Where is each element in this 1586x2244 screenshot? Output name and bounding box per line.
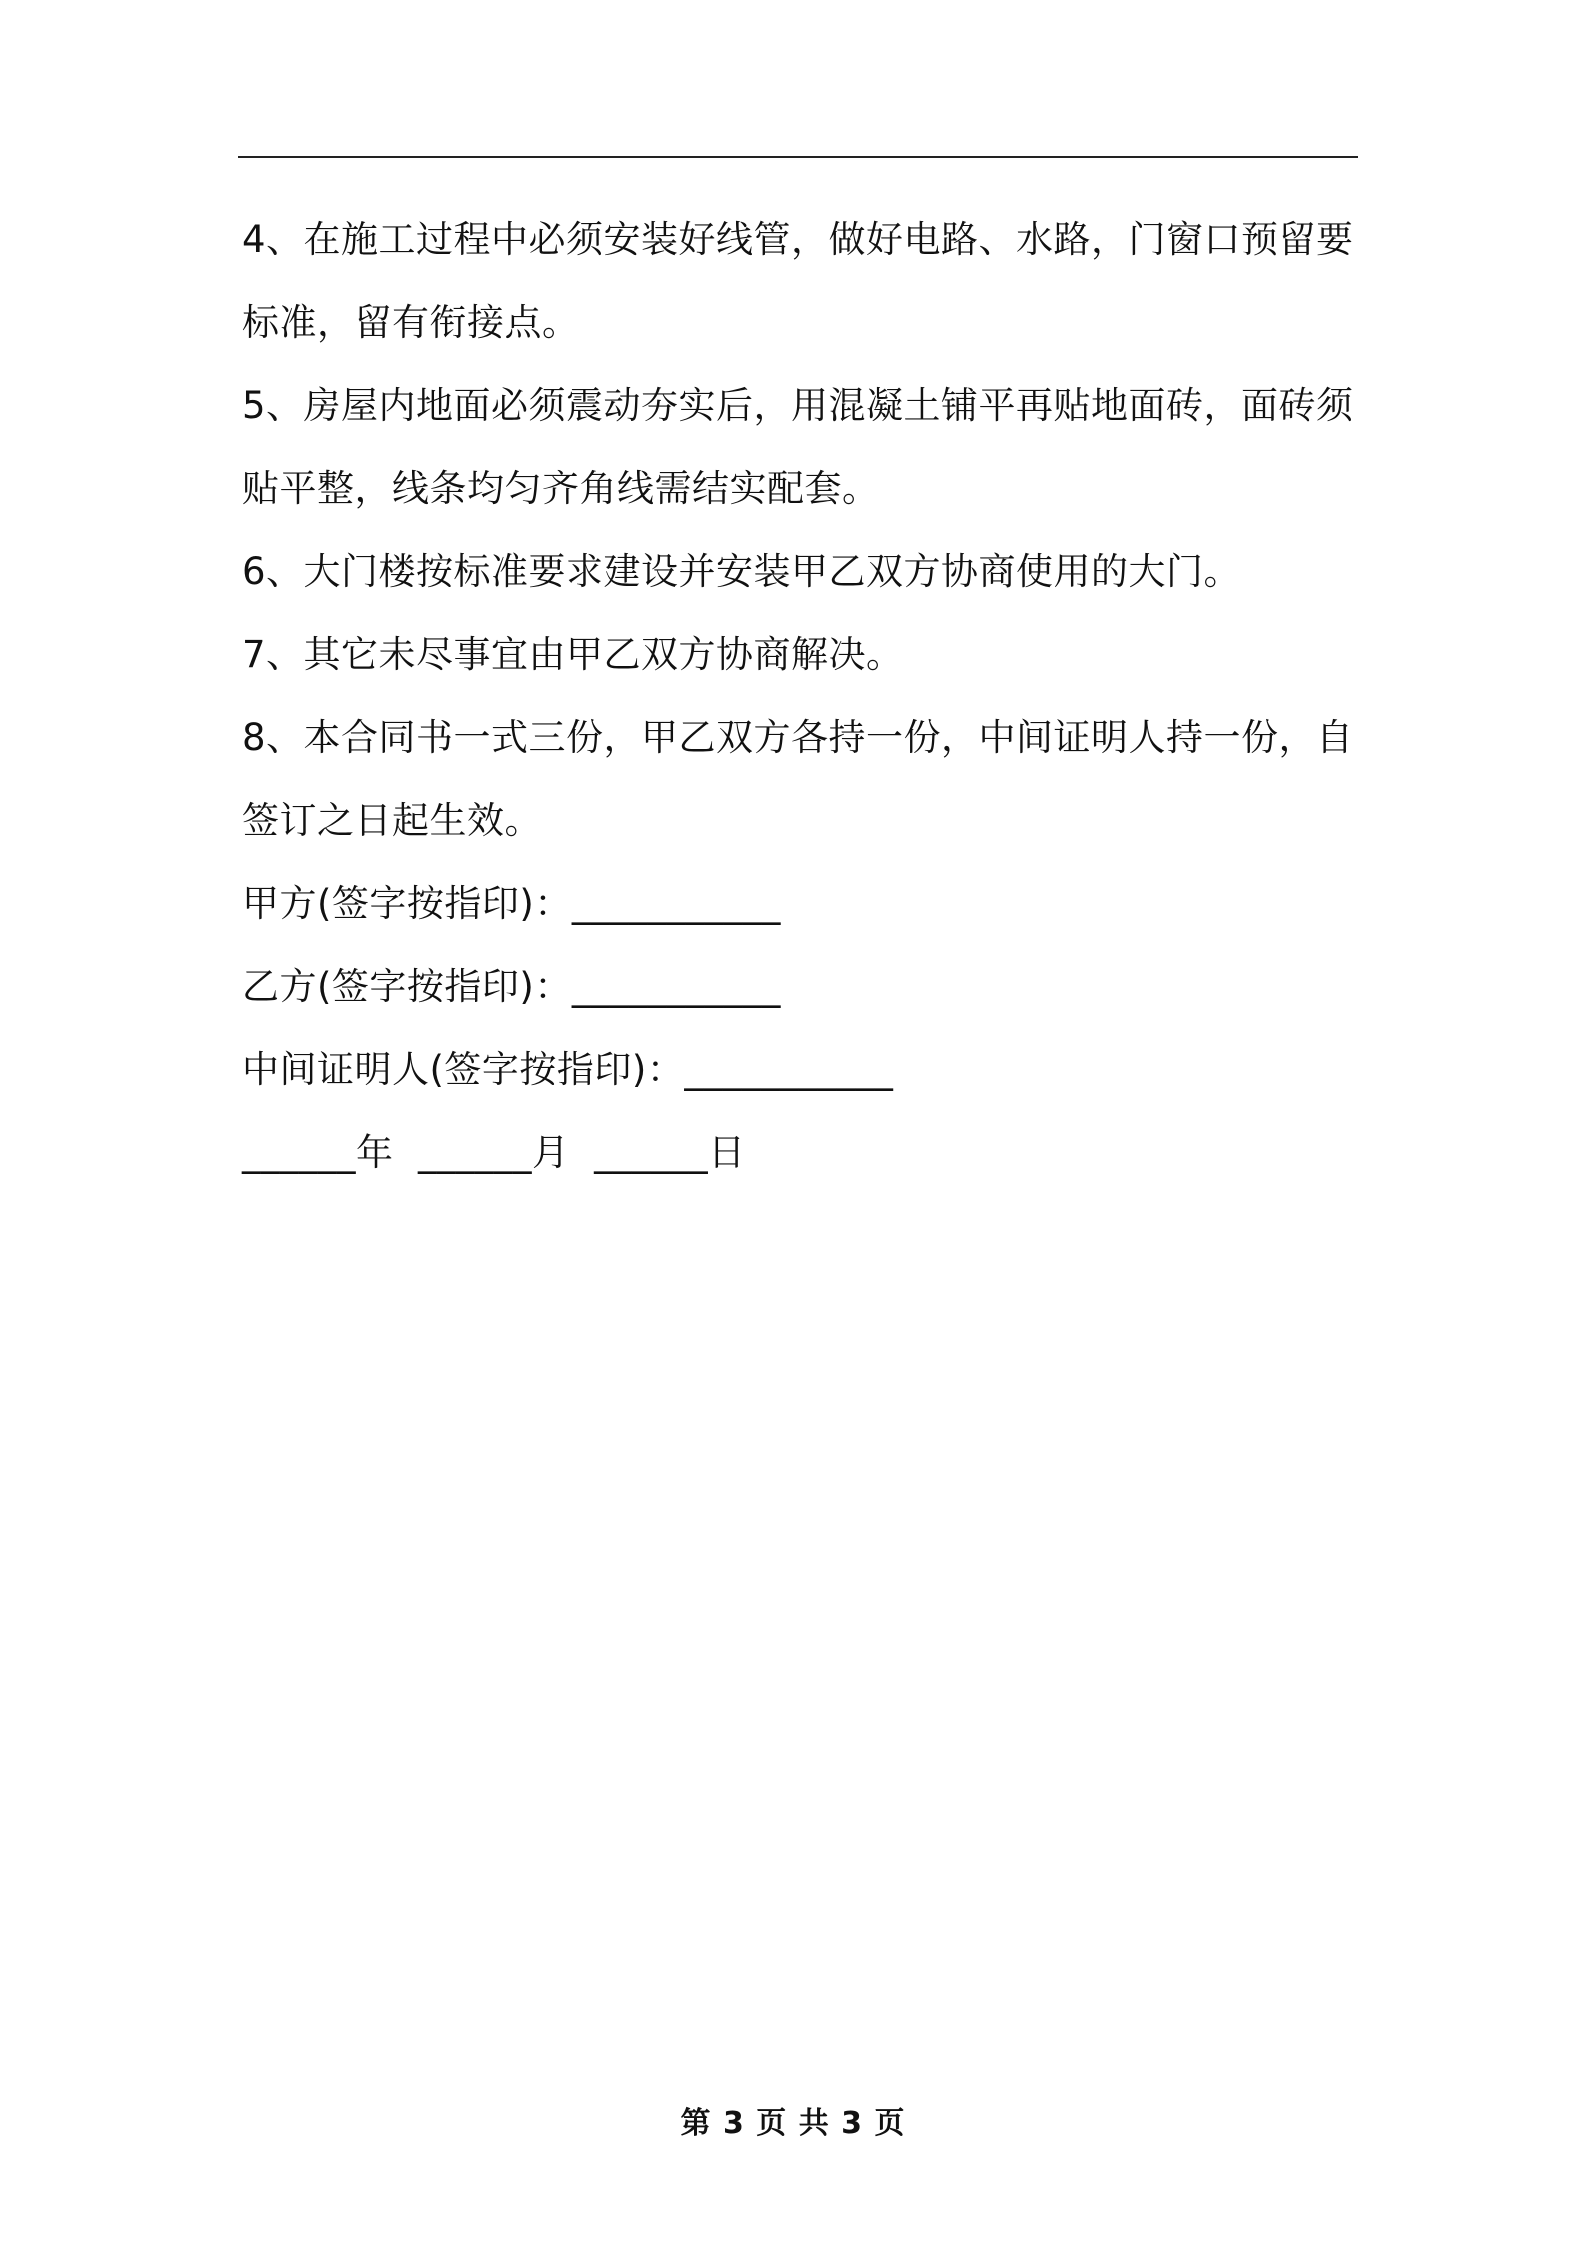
- year-label: 年: [356, 1131, 394, 1174]
- clause-4: 4、在施工过程中必须安装好线管，做好电路、水路，门窗口预留要标准，留有衔接点。: [242, 218, 1354, 344]
- year-blank: ______: [242, 1131, 356, 1174]
- clause-6: 6、大门楼按标准要求建设并安装甲乙双方协商使用的大门。: [242, 550, 1242, 593]
- party-a-signature-line: [242, 862, 1362, 945]
- header-rule: [238, 156, 1358, 158]
- party-a-label: 甲方(签字按指印)：: [242, 882, 572, 925]
- witness-signature-blank: ___________: [684, 1048, 894, 1091]
- party-b-signature-blank: ___________: [571, 965, 781, 1008]
- date-line: [242, 1111, 1362, 1194]
- party-b-label: 乙方(签字按指印)：: [242, 965, 572, 1008]
- clause-8: 8、本合同书一式三份，甲乙双方各持一份，中间证明人持一份，自签订之日起生效。: [242, 716, 1354, 842]
- page-footer: 第 3 页 共 3 页: [680, 2106, 906, 2141]
- clause-5: 5、房屋内地面必须震动夯实后，用混凝土铺平再贴地面砖，面砖须贴平整，线条均匀齐角线需结实配套。: [242, 384, 1354, 510]
- day-label: 日: [708, 1131, 746, 1174]
- day-blank: ______: [594, 1131, 709, 1174]
- month-blank: ______: [418, 1131, 533, 1174]
- witness-signature-line: [242, 1028, 1362, 1111]
- month-label: 月: [532, 1131, 570, 1174]
- document-body: [242, 198, 1362, 1194]
- party-b-signature-line: [242, 945, 1362, 1028]
- witness-label: 中间证明人(签字按指印)：: [242, 1048, 685, 1091]
- party-a-signature-blank: ___________: [571, 882, 781, 925]
- clause-7: 7、其它未尽事宜由甲乙双方协商解决。: [242, 633, 904, 676]
